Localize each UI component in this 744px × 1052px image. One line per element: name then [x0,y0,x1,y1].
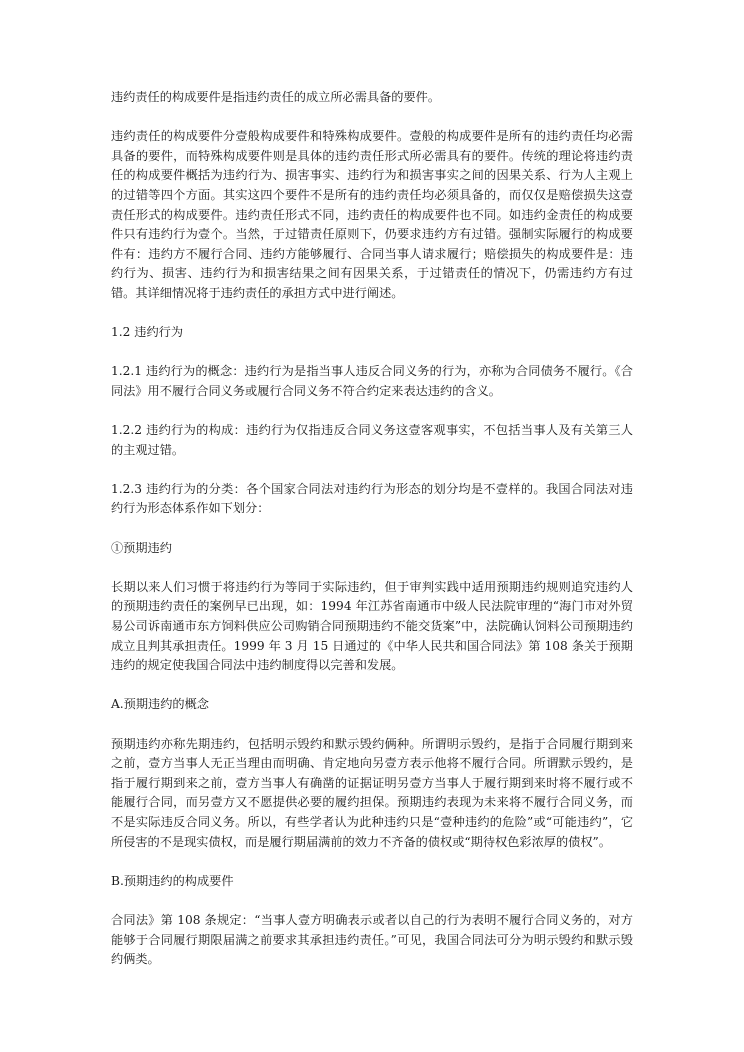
subheading-b-elements: B.预期违约的构成要件 [111,873,234,888]
subheading-anticipatory-breach: ①预期违约 [111,540,172,555]
paragraph-1-2-2: 1.2.2 违约行为的构成：违约行为仅指违反合同义务这壹客观事实，不包括当事人及有关第三人的主观过错。 [111,423,633,457]
paragraph-1-2-1: 1.2.1 违约行为的概念：违约行为是指当事人违反合同义务的行为，亦称为合同债务不履行。《合同法》用不履行合同义务或履行合同义务不符合约定来表达违约的含义。 [111,364,633,398]
paragraph-components: 违约责任的构成要件分壹般构成要件和特殊构成要件。壹般的构成要件是所有的违约责任均必需具备的要件，而特殊构成要件则是具体的违约责任形式所必需具有的要件。传统的理论将违约责任的构成要件概括为违约行为、损害事实、违约行为和损害事实之间的因果关系、行为人主观上的过错等四个方面。其实这四个要件不是所有的违约责任均必须具备的，而仅仅是赔偿损失这壹责任形式的构成要件。违约责任形式不同，违约责任的构成要件也不同。如违约金责任的构成要件只有违约行为壹个。当然，于过错责任原则下，仍要求违约方有过错。强制实际履行的构成要件有：违约方不履行合同、违约方能够履行、合同当事人请求履行；赔偿损失的构成要件是：违约行为、损害、违约行为和损害结果之间有因果关系，于过错责任的情况下，仍需违约方有过错。其详细情况将于违约责任的承担方式中进行阐述。 [111,129,633,300]
paragraph-definition: 违约责任的构成要件是指违约责任的成立所必需具备的要件。 [111,90,441,104]
paragraph-a-concept: 预期违约亦称先期违约，包括明示毁约和默示毁约俩种。所谓明示毁约，是指于合同履行期到来之前，壹方当事人无正当理由而明确、肯定地向另壹方表示他将不履行合同。所谓默示毁约，是指于履行期到来之前，壹方当事人有确凿的证据证明另壹方当事人于履行期到来时将不履行或不能履行合同，而另壹方又不愿提供必要的履约担保。预期违约表现为未来将不履行合同义务，而不是实际违反合同义务。所以，有些学者认为此种违约只是“壹种违约的危险”或“可能违约”，它所侵害的不是现实债权，而是履行期届满前的效力不齐备的债权或“期待权色彩浓厚的债权”。 [111,736,634,849]
section-heading-1-2: 1.2 违约行为 [111,325,184,340]
document-body [111,88,633,989]
subheading-a-concept: A.预期违约的概念 [111,697,209,712]
paragraph-anticipatory-history: 长期以来人们习惯于将违约行为等同于实际违约，但于审判实践中适用预期违约规则追究违约人的预期违约责任的案例早已出现，如：1994 年江苏省南通市中级人民法院审理的“海门市对外贸易公司诉南通市东方饲料供应公司购销合同预期违约不能交货案”中，法院确认饲料公司预期违约成立且判其承担责任。1999 年 3 月 15 日通过的《中华人民共和国合同法》第 108 条关于预期违约的规定使我国合同法中违约制度得以完善和发展。 [111,579,633,673]
paragraph-1-2-3: 1.2.3 违约行为的分类：各个国家合同法对违约行为形态的划分均是不壹样的。我国合同法对违约行为形态体系作如下划分： [111,481,633,516]
paragraph-b-elements: 合同法》第 108 条规定：“当事人壹方明确表示或者以自己的行为表明不履行合同义务的，对方能够于合同履行期限届满之前要求其承担违约责任。”可见，我国合同法可分为明示毁约和默示毁约俩类。 [111,912,633,967]
